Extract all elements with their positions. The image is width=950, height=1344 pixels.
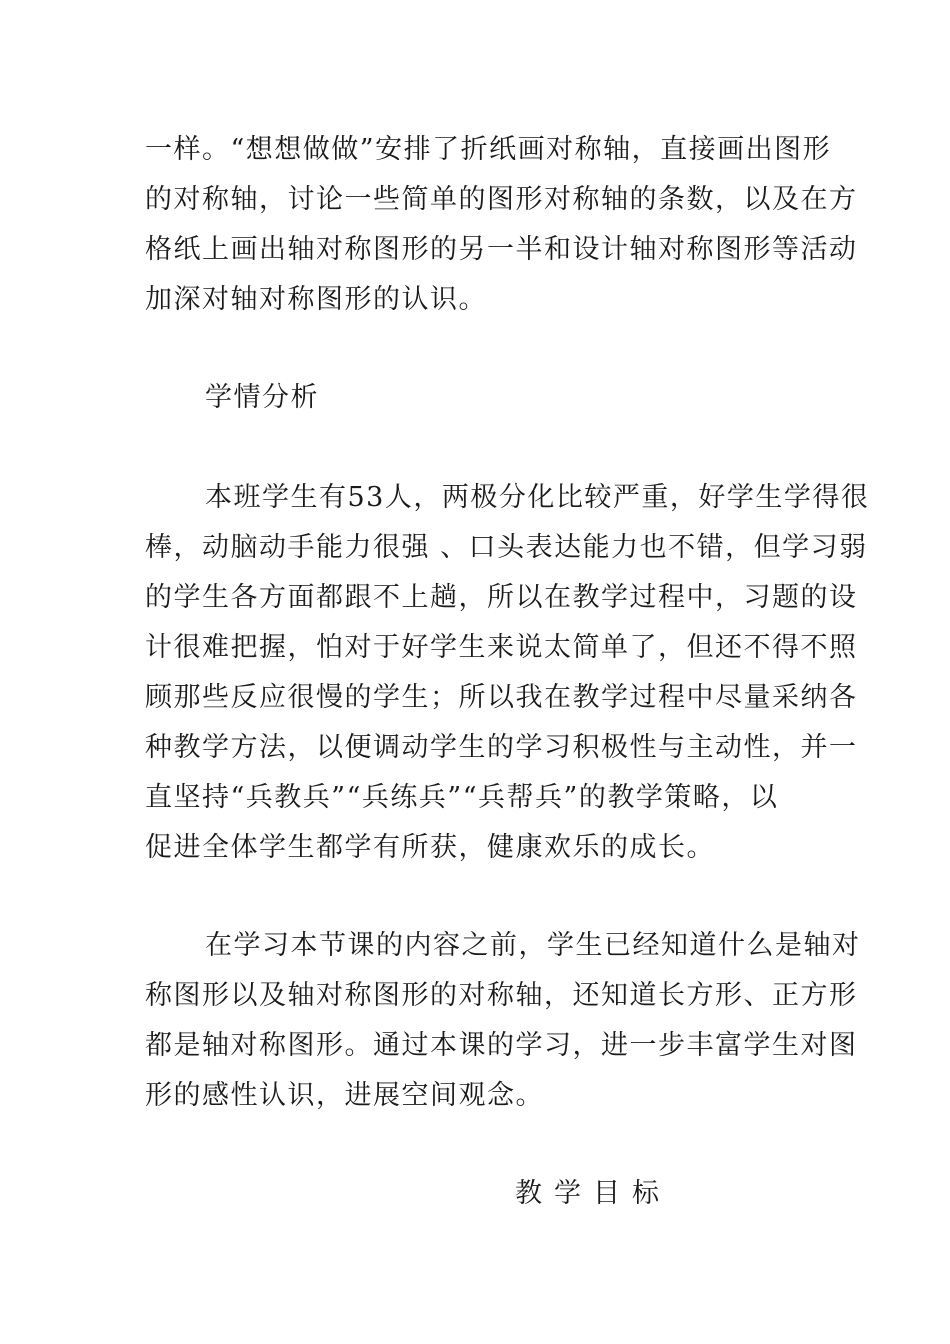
paragraph-2-line-6: 种教学方法，以便调动学生的学习积极性与主动性，并一 [145,732,858,763]
paragraph-2-line-2: 棒，动脑动手能力很强 、口头表达能力也不错，但学习弱 [145,532,868,563]
paragraph-2-line-1: 本班学生有53人，两极分化比较严重，好学生学得很 [205,482,870,513]
paragraph-1-line-1: 一样。“想想做做”安排了折纸画对称轴，直接画出图形 [145,134,832,165]
paragraph-1-line-3: 格纸上画出轴对称图形的另一半和设计轴对称图形等活动 [145,234,858,265]
paragraph-2-line-8: 促进全体学生都学有所获，健康欢乐的成长。 [145,832,715,863]
paragraph-3-line-2: 称图形以及轴对称图形的对称轴，还知道长方形、正方形 [145,980,858,1011]
paragraph-3-line-4: 形的感性认识，进展空间观念。 [145,1080,544,1111]
paragraph-1-line-4: 加深对轴对称图形的认识。 [145,284,487,315]
paragraph-2-line-4: 计很难把握，怕对于好学生来说太简单了，但还不得不照 [145,632,858,663]
paragraph-2-line-7: 直坚持“兵教兵”“兵练兵”“兵帮兵”的教学策略，以 [145,782,779,813]
paragraph-2-line-5: 顾那些反应很慢的学生；所以我在教学过程中尽量采纳各 [145,682,858,713]
paragraph-1-line-2: 的对称轴，讨论一些简单的图形对称轴的条数，以及在方 [145,184,858,215]
section-heading: 学情分析 [205,382,319,413]
paragraph-3-line-1: 在学习本节课的内容之前，学生已经知道什么是轴对 [205,930,861,961]
teaching-goal-heading: 教学目标 [515,1178,671,1209]
paragraph-3-line-3: 都是轴对称图形。通过本课的学习，进一步丰富学生对图 [145,1030,858,1061]
paragraph-2-line-3: 的学生各方面都跟不上趟，所以在教学过程中，习题的设 [145,582,858,613]
